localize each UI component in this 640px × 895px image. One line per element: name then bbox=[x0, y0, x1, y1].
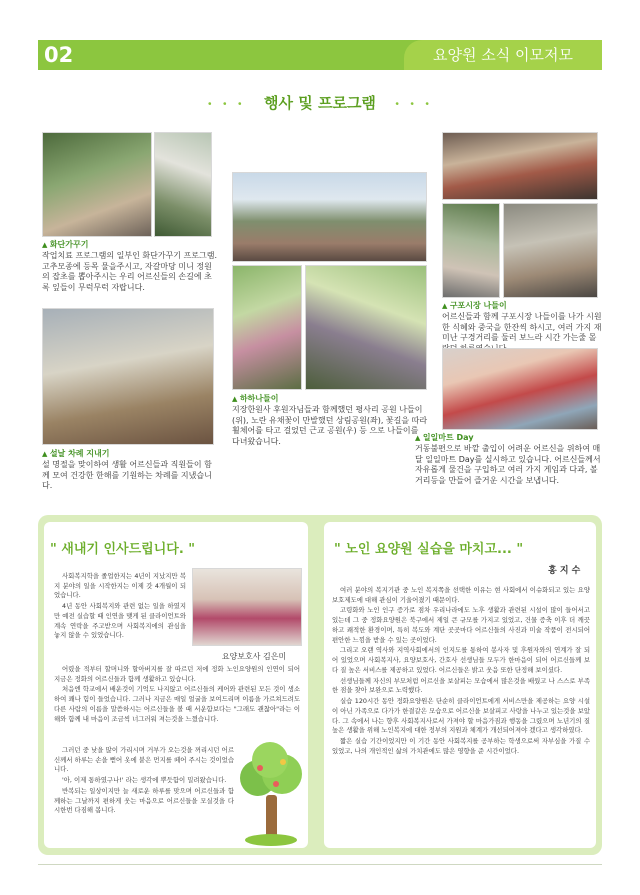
letter-left-body-end bbox=[54, 746, 234, 817]
letter-right-body bbox=[332, 586, 590, 757]
caption-market bbox=[442, 301, 602, 354]
caregiver-caption: 요양보호사 김은미 bbox=[221, 652, 287, 661]
photo-garden-2 bbox=[154, 132, 212, 237]
section-title bbox=[150, 92, 490, 113]
letter-right-author: 홍 지 수 bbox=[548, 566, 581, 576]
photo-outing-park-1 bbox=[232, 265, 302, 390]
letter-right-paragraph: 실습 120시간 동안 정화요양원은 단순히 클라이언트에게 서비스만을 제공하는 요양 시설이 아닌 가족으로 다가가 한결같은 모습으로 어르신을 보살피고 사랑을 나누고 있는것을 보았다. 그 속에서 나는 향후 사회복지사로서 가져야 할 마음가짐과 행동을 그렸으며 노년기의 질 높은 생활을 위해 노인복지에 대한 정부의 지원과 체계가 개선되어져야 겠다고 생각하였다. bbox=[332, 697, 590, 735]
photo-daily-mart bbox=[442, 348, 598, 430]
letter-left-paragraph: '아, 이제 통하였구나!' 라는 생각에 뿌듯함이 밀려왔습니다. bbox=[62, 776, 227, 785]
letter-left-paragraph: 처음엔 학교에서 배운것이 기억도 나지않고 어르신들의 케어와 관련된 모든 것이 생소하여 꽤나 힘이 들었습니다. 그러나 지금은 매일 얼굴을 보여드리며 이름을 가르쳐드려도 다른 사람의 이름을 말씀하시는 어르신들을 볼 때 서운함보다는 "그래도 괜찮아"라는 이해와 함께 내 마음이 조금씩 너그러워 져는것을 느꼈습니다. bbox=[54, 685, 300, 723]
caption-mart-text: 거동불편으로 바깥 출입이 어려운 어르신을 위하여 매달 일일마트 Day를 실시하고 있습니다. 어르신들께서 자유롭게 물건을 구입하고 여러 가지 게임과 다과, 볼거리등을 만들어 즐거운 시간을 보냅니다. bbox=[415, 444, 601, 485]
caption-outing-text: 지장한원사 후원자님들과 함께했던 평사리 공원 나들이(위), 노란 유채꽃이 만발했던 상림공원(좌), 꽃길을 따라 휠체어를 타고 걸었던 근교 공원(우) 등 으로 나들이를 다녀왔습니다. bbox=[232, 405, 428, 446]
caption-outing bbox=[232, 394, 428, 447]
photo-market-2 bbox=[442, 203, 500, 298]
letter-right-paragraph: 여러 분야의 복지기관 중 노인 복지쪽을 선택한 이유는 현 사회에서 이슈화되고 있는 요양보호제도에 대해 관심이 기울어졌기 때문이다. bbox=[332, 586, 590, 604]
letter-left-paragraph: 어렸을 적부터 할머니와 할아버지를 잘 따르던 저에 정화 노인요양원의 인연이 되어 지금은 정화의 어르신들과 함께 생활하고 있습니다. bbox=[54, 665, 300, 683]
caption-garden-label: ▲ 화단가꾸기 bbox=[42, 240, 217, 250]
photo-market-1 bbox=[442, 132, 598, 200]
caption-mart-label: ▲ 일일마트 Day bbox=[415, 433, 602, 443]
letter-right-paragraph: 선생님들께 자신의 부모처럼 어르신을 보살피는 모습에서 많은것을 배웠고 나 스스로 부족한 점을 찾아 보완으로 노력했다. bbox=[332, 676, 590, 695]
title-dots-right: ・・・ bbox=[391, 97, 437, 111]
caption-mart bbox=[415, 433, 602, 486]
tree-illustration bbox=[236, 740, 306, 848]
letter-left-title: " 새내기 인사드립니다. " bbox=[50, 542, 196, 557]
photo-ancestral-rite bbox=[42, 308, 214, 445]
letter-right-paragraph: 고령화와 노인 인구 증가로 점차 우리나라에도 노후 생활과 관련된 시설이 많이 들어서고 있는데 그 중 정화요양원은 북구에서 제일 큰 규모를 가지고 있었고, 건물 증축 이후 더 깨끗하고 쾌적한 환경이며, 특히 복도와 계단 곳곳마다 어르신들의 사진과 미술 작품이 전시되어 편안한 느낌을 받을 수 있는 곳이었다. bbox=[332, 606, 590, 644]
footer-rule bbox=[38, 864, 602, 865]
photo-outing-group bbox=[232, 172, 427, 262]
title-dots-left: ・・・ bbox=[203, 97, 249, 111]
letter-left-body-bottom bbox=[54, 665, 300, 725]
letter-left-body-top bbox=[54, 572, 186, 642]
caption-rite bbox=[42, 449, 217, 492]
caption-garden bbox=[42, 240, 217, 293]
letter-left-paragraph: 그러던 중 낮을 많이 가리시며 거부가 오는것을 꺼리시던 어르신께서 하루는 손을 뻗어 옷에 붙은 먼지를 떼어 주시는 것이었습니다. bbox=[54, 746, 234, 774]
page-number: 02 bbox=[44, 43, 74, 67]
photo-outing-park-2 bbox=[305, 265, 427, 390]
caption-market-label: ▲ 구포시장 나들이 bbox=[442, 301, 602, 311]
photo-market-3 bbox=[503, 203, 598, 298]
caption-rite-label: ▲ 설날 차례 지내기 bbox=[42, 449, 217, 459]
section-title-text: 행사 및 프로그램 bbox=[264, 94, 376, 112]
letter-left-paragraph: 사회복지학을 졸업한지는 4년이 지났지만 복지 분야의 일을 시작한지는 이제 갓 4개월이 되었습니다. bbox=[54, 572, 186, 600]
letter-left-paragraph: 4년 동안 사회복지와 관련 없는 일을 하였지만 예전 실습할 때 인연을 맺게 된 클라이언트와 계속 연락을 주고받으며 사회복지에의 관심을 놓지 않을 수 있었습니다. bbox=[54, 602, 186, 640]
caption-garden-text: 작업치료 프로그램의 일부인 화단가꾸기 프로그램. 고추모종에 등목 물을주시고, 자갈마당 미니 정원의 잡초를 뽑아주시는 우리 어르신들의 손길에 초록 잎들이 무럭무럭 자랍니다. bbox=[42, 251, 218, 292]
section-label: 요양원 소식 이모저모 bbox=[433, 46, 573, 64]
letter-right-paragraph: 그리고 오랜 역사와 지역사회에서의 인지도를 통하여 봉사자 및 후원자와의 연계가 잘 되어 있었으며 사회복지사, 요양보호사, 간호사 선생님들 모두가 한마음이 되어 어르신들께 보다 질 높은 서비스를 제공하고 있었다. 어르신들은 밝고 웃음 또한 단정해 보이셨다. bbox=[332, 646, 590, 674]
caption-market-text: 어르신들과 함께 구포시장 나들이를 나가 시원한 식혜와 중국을 한잔씩 하시고, 여러 가지 재미난 구경거리를 둘러 보느라 시간 가는줄 몰 bbox=[442, 312, 602, 343]
letter-right-title: " 노인 요양원 실습을 마치고... " bbox=[334, 542, 524, 557]
caption-rite-text: 설 명절을 맞이하여 생활 어르신들과 직원들이 함께 모여 건강한 한해를 기원하는 차례를 지냈습니다. bbox=[42, 460, 212, 491]
letter-right-paragraph: 짧은 실습 기간이었지만 이 기간 동안 사회복지를 공부하는 학생으로써 자부심을 가질 수 있었고, 나의 개인적인 삶의 가치관에도 많은 영향을 준 시간이었다. bbox=[332, 737, 590, 755]
photo-caregiver bbox=[192, 568, 302, 646]
letter-left-paragraph: 반복되는 일상이지만 늘 새로운 하루를 맞으며 어르신들과 함께하는 그날까지 편하게 웃는 마음으로 어르신들을 모실것을 다시한번 다짐해 봅니다. bbox=[54, 786, 234, 815]
caption-outing-label: ▲ 하하나들이 bbox=[232, 394, 428, 404]
photo-garden-1 bbox=[42, 132, 152, 237]
